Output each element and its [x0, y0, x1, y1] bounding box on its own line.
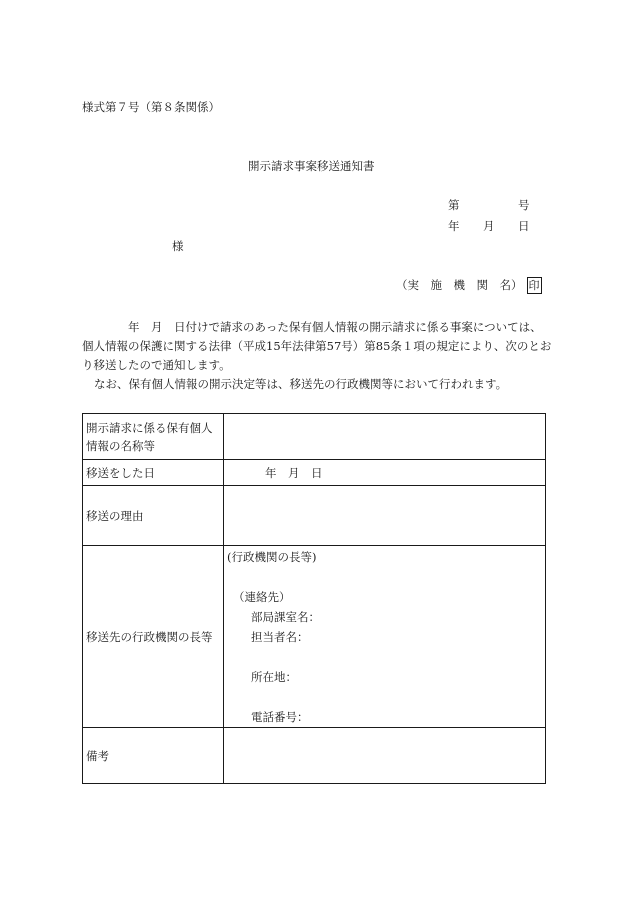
- seal-box: 印: [528, 279, 540, 292]
- label-line: 情報の名称等: [86, 438, 155, 453]
- destination-contact-block: [227, 547, 542, 727]
- table-row: [83, 546, 546, 728]
- ref-number-prefix: 第: [448, 198, 460, 212]
- table-row: [83, 728, 546, 784]
- spacer: [227, 647, 542, 667]
- table-row: [83, 486, 546, 546]
- body-text: [82, 318, 552, 394]
- body-line-2: 個人情報の保護に関する法律（平成15年法律第57号）第85条１項の規定により、次のとお: [82, 339, 552, 353]
- date-day: 日: [518, 219, 530, 233]
- phone-label: 電話番号：: [251, 710, 309, 724]
- date-year: 年: [448, 219, 460, 233]
- label-line: 開示請求に係る保有個人: [86, 420, 213, 435]
- ref-number-suffix: 号: [518, 198, 530, 212]
- field-remarks[interactable]: [224, 728, 546, 784]
- field-requested-info[interactable]: [224, 414, 546, 460]
- field-destination-head[interactable]: [224, 546, 546, 728]
- body-line-3: り移送したので通知します。: [82, 358, 231, 372]
- field-transfer-reason[interactable]: [224, 486, 546, 546]
- form-number: 様式第７号（第８条関係）: [82, 100, 220, 114]
- person-in-charge-label: 担当者名：: [251, 630, 309, 644]
- spacer: [227, 567, 542, 587]
- label-transfer-reason: 移送の理由: [83, 486, 224, 546]
- label-transfer-date: 移送をした日: [83, 460, 224, 486]
- body-line-4: なお、保有個人情報の開示決定等は、移送先の行政機関等において行われます。: [94, 377, 508, 391]
- table-row: [83, 414, 546, 460]
- label-destination-head: 移送先の行政機関の長等: [83, 546, 224, 728]
- head-of-agency-label: (行政機関の長等): [227, 550, 317, 564]
- table-row: [83, 460, 546, 486]
- agency-label: （実 施 機 関 名）: [396, 278, 523, 292]
- date-month: 月: [483, 219, 495, 233]
- label-requested-info: [83, 414, 224, 460]
- field-transfer-date[interactable]: [224, 460, 546, 486]
- agency-name-line: [396, 277, 542, 294]
- transfer-date-value: 年 月 日: [265, 465, 323, 480]
- label-remarks: 備考: [83, 728, 224, 784]
- spacer: [227, 687, 542, 707]
- department-label: 部局課室名：: [251, 610, 320, 624]
- transfer-details-table: [82, 413, 546, 784]
- contact-label: （連絡先）: [233, 590, 291, 604]
- address-label: 所在地：: [251, 670, 297, 684]
- body-line-1: 年 月 日付けで請求のあった保有個人情報の開示請求に係る事案については、: [128, 320, 542, 334]
- addressee-suffix: 様: [172, 239, 184, 253]
- document-title: 開示請求事案移送通知書: [248, 159, 375, 173]
